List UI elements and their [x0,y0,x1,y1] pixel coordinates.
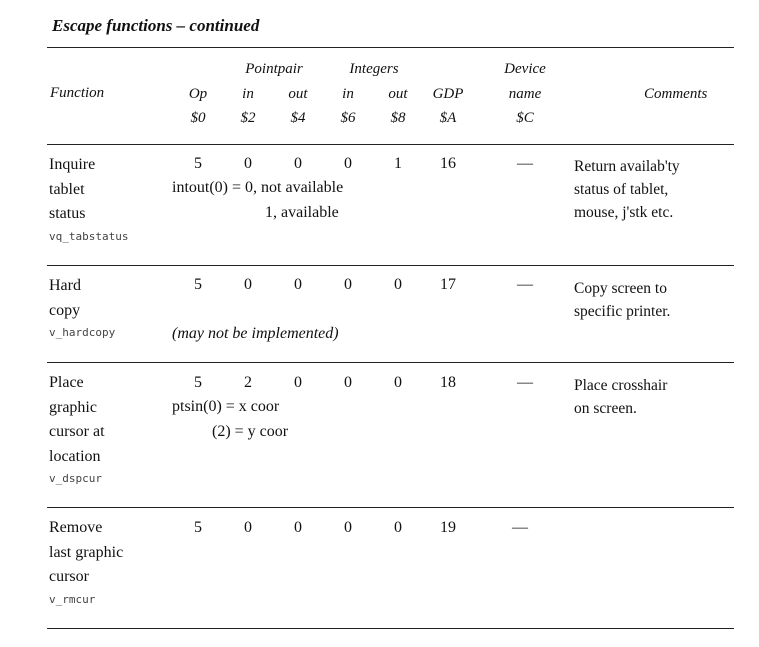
comment [574,277,670,323]
function-name-line: Place [49,374,84,391]
note-line: (may not be implemented) [172,325,339,342]
value-pp-in: 0 [244,276,252,293]
value-device: — [517,276,533,293]
function-name [49,371,105,489]
header-device-addr: $C [516,110,534,126]
header-op-addr: $0 [190,110,206,126]
function-code: v_hardcopy [49,326,116,339]
value-pp-out: 0 [294,155,302,172]
function-name [49,153,128,247]
note-line: ptsin(0) = x coor [172,398,280,415]
comment-line: Copy screen to [574,280,667,297]
value-pp-out: 0 [294,519,302,536]
header-int-out-addr: $8 [390,110,406,126]
note-line: (2) = y coor [212,423,289,440]
header-gdp: GDP [432,86,464,102]
function-name [49,516,123,610]
function-code: v_rmcur [49,592,96,606]
function-name-line: Hard [49,277,81,294]
function-name-line: copy [49,301,81,319]
value-pp-out: 0 [294,374,302,391]
value-op: 5 [194,155,202,172]
value-gdp: 17 [440,276,456,293]
header-int-in: in [342,86,354,102]
row-rule [47,507,734,508]
comment-line: Return availab'ty [574,158,680,175]
value-int-in: 0 [344,519,352,536]
header-pointpair: Pointpair [245,61,303,77]
header-function: Function [50,85,105,101]
value-int-out: 0 [394,519,402,536]
header-pp-in: in [242,86,254,102]
value-device: — [517,155,533,172]
value-gdp: 19 [440,519,456,536]
function-name-line: graphic [49,398,97,416]
header-device-name: name [508,86,542,102]
header-gdp-addr: $A [439,110,457,126]
function-name-line: cursor at [49,423,105,440]
value-gdp: 16 [440,155,456,172]
value-pp-in: 0 [244,519,252,536]
comment-line: mouse, j'stk etc. [574,204,674,221]
header-op: Op [188,86,208,102]
function-name-line: Inquire [49,156,96,173]
header-int-out: out [388,86,408,102]
table-bottom-rule [47,628,734,629]
header-pp-out: out [288,86,308,102]
header-top-rule [47,47,734,48]
value-op: 5 [194,374,202,391]
function-name-line: last graphic [49,543,124,561]
comment-line: on screen. [574,400,637,417]
comment [574,155,680,224]
header-device: Device [504,61,546,77]
value-int-out: 1 [394,155,402,172]
function-name [49,274,115,343]
function-code: vq_tabstatus [49,229,129,243]
value-int-out: 0 [394,276,402,293]
header-bottom-rule [47,144,734,145]
comment-line: Place crosshair [574,377,668,394]
value-gdp: 18 [440,374,456,391]
value-device: — [517,374,533,391]
value-op: 5 [194,276,202,293]
value-pp-in: 2 [244,374,252,391]
value-int-out: 0 [394,374,402,391]
function-name-line: Remove [49,519,103,536]
note-line: 1, available [265,204,339,221]
value-op: 5 [194,519,202,536]
comment-line: status of tablet, [574,181,669,198]
value-int-in: 0 [344,374,352,391]
comment-line: specific printer. [574,303,671,320]
header-pp-in-addr: $2 [240,110,256,126]
header-integers: Integers [349,61,399,77]
note-line: intout(0) = 0, not available [172,179,344,196]
function-name-line: status [49,205,86,222]
comment [574,374,667,420]
value-pp-in: 0 [244,155,252,172]
value-int-in: 0 [344,276,352,293]
value-int-in: 0 [344,155,352,172]
function-code: v_dspcur [49,472,102,485]
value-device: — [512,519,528,536]
table-title: Escape functions – continued [52,16,260,35]
function-name-line: cursor [49,568,89,585]
function-name-line: tablet [49,180,85,198]
row-rule [47,362,734,363]
function-name-line: location [49,447,101,465]
header-comments: Comments [644,86,708,102]
header-pp-out-addr: $4 [290,110,306,126]
value-pp-out: 0 [294,276,302,293]
header-int-in-addr: $6 [340,110,356,126]
row-rule [47,265,734,266]
